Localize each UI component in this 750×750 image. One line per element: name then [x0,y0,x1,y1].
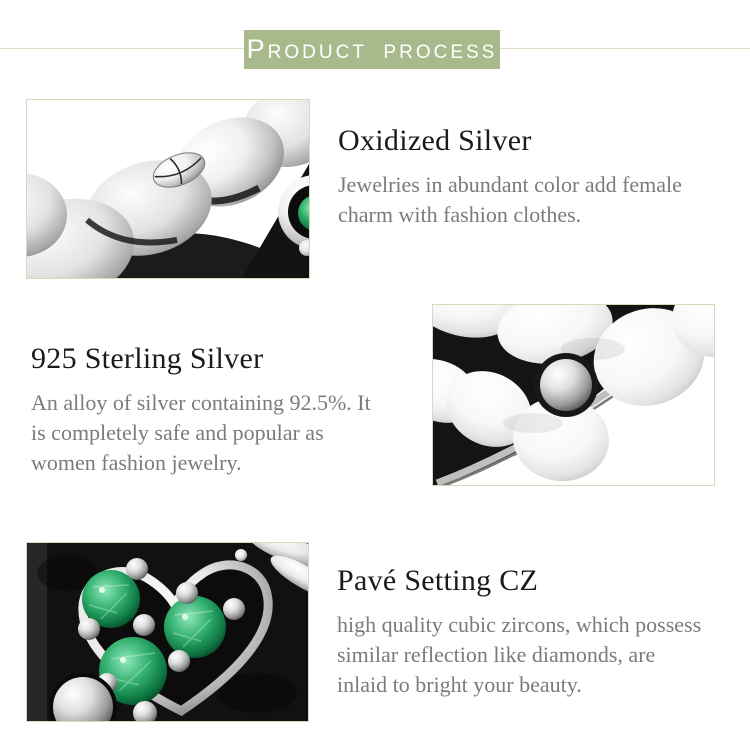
pave-setting-cz-photo-art [27,543,308,721]
body-line: charm with fashion clothes. [338,202,582,227]
section-pave-setting-cz [337,562,745,700]
body-line: inlaid to bright your beauty. [337,672,582,697]
oxidized-silver-photo-art [27,100,309,278]
body-line: An alloy of silver containing 92.5%. It [31,390,371,415]
pave-setting-cz-photo [26,542,309,722]
section-heading: Oxidized Silver [338,124,532,157]
body-line: women fashion jewelry. [31,450,242,475]
section-oxidized-silver [338,122,740,230]
section-body [338,170,740,230]
oxidized-silver-photo [26,99,310,279]
section-heading: 925 Sterling Silver [31,342,264,375]
body-line: high quality cubic zircons, which possess [337,612,702,637]
sterling-silver-photo [432,304,715,486]
body-line: is completely safe and popular as [31,420,324,445]
section-heading: Pavé Setting CZ [337,564,539,597]
section-title-banner [244,30,500,69]
body-line: Jewelries in abundant color add female [338,172,682,197]
section-body [31,388,433,478]
sterling-silver-photo-art [433,305,714,485]
body-line: similar reflection like diamonds, are [337,642,656,667]
section-body [337,610,745,700]
page-title: Product process [246,34,498,64]
section-sterling-silver [31,340,433,478]
